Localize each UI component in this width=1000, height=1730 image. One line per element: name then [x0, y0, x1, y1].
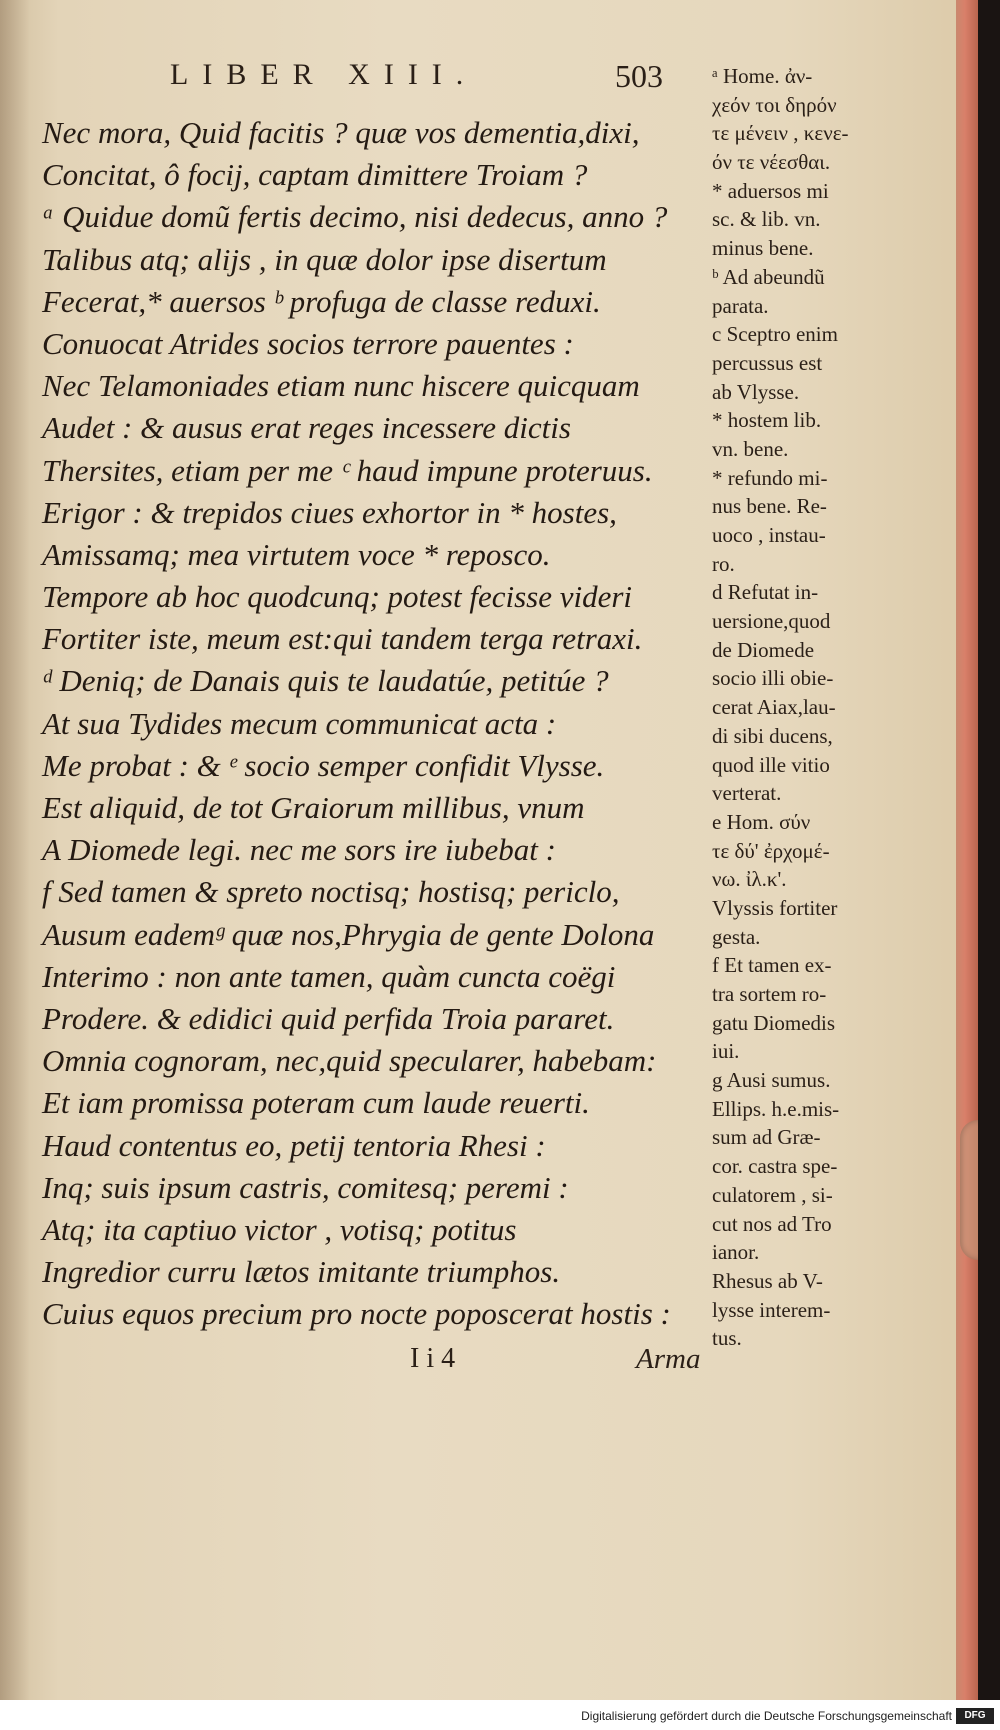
marginal-note: minus bene.	[712, 236, 814, 261]
page-number: 503	[615, 58, 663, 94]
funding-notice: Digitalisierung gefördert durch die Deutsche Forschungsgemeinschaft	[581, 1709, 952, 1723]
marginal-note: ianor.	[712, 1240, 760, 1265]
marginal-note: g Ausi sumus.	[712, 1068, 831, 1093]
marginal-note: ab Vlysse.	[712, 379, 800, 404]
marginal-note: di sibi ducens,	[712, 723, 833, 748]
verse-line: Atq; ita captiuo victor , votisq; potitus	[42, 1211, 517, 1247]
verse-line: Omnia cognoram, nec,quid specularer, habebam:	[42, 1043, 657, 1079]
page-fore-edge	[956, 0, 978, 1700]
gutter-shadow	[0, 0, 30, 1700]
marginal-note: gatu Diomedis	[712, 1010, 836, 1035]
verse-line: Ingredior curru lætos imitante triumphos.	[42, 1254, 561, 1290]
marginal-note: Vlyssis fortiter	[712, 895, 838, 920]
marginal-note: uoco , instau-	[712, 523, 826, 547]
verse-line: Thersites, etiam per me ᶜ haud impune proteruus.	[42, 452, 653, 488]
marginal-note: tra sortem ro-	[712, 982, 827, 1006]
marginal-note: Ellips. h.e.mis-	[712, 1096, 840, 1121]
verse-line: Amissamq; mea virtutem voce * reposco.	[42, 536, 551, 572]
verse-text-block	[42, 112, 712, 1335]
verse-line: At sua Tydides mecum communicat acta :	[42, 705, 557, 741]
marginal-note: χεόν τοι δηρόν	[712, 92, 837, 117]
marginal-note: tus.	[712, 1326, 742, 1351]
marginal-note: cut nos ad Tro	[712, 1211, 832, 1236]
marginal-note: uersione,quod	[712, 609, 831, 634]
verse-line: Talibus atq; alijs , in quæ dolor ipse disertum	[42, 241, 607, 277]
marginal-note: de Diomede	[712, 637, 815, 662]
marginal-note: ᵃ Home. ἀν-	[712, 64, 813, 88]
marginal-note: culatorem , si-	[712, 1182, 833, 1207]
marginal-note: d Refutat in-	[712, 580, 819, 605]
marginal-note: iui.	[712, 1039, 740, 1064]
verse-line: Est aliquid, de tot Graiorum millibus, vnum	[42, 790, 585, 825]
verse-line: A Diomede legi. nec me sors ire iubebat :	[42, 832, 556, 868]
marginal-note: nus bene. Re-	[712, 494, 827, 519]
verse-line: Interimo : non ante tamen, quàm cuncta coëgi	[42, 958, 616, 994]
marginal-notes	[712, 62, 912, 1353]
verse-line: Fecerat,* auersos ᵇ profuga de classe reduxi.	[42, 283, 601, 319]
verse-line: Nec Telamoniades etiam nunc hiscere quicquam	[42, 368, 640, 404]
verse-line: Nec mora, Quid facitis ? quæ vos dementia,dixi,	[42, 115, 640, 150]
marginal-note: ro.	[712, 551, 735, 576]
verse-line: Inq; suis ipsum castris, comitesq; peremi :	[42, 1169, 569, 1205]
verse-line: Tempore ab hoc quodcunq; potest fecisse videri	[42, 579, 633, 615]
verse-line: Cuius equos precium pro nocte poposcerat hostis :	[42, 1296, 671, 1332]
marginal-note: percussus est	[712, 350, 823, 375]
signature-mark: I i 4	[410, 1343, 456, 1374]
verse-line: Audet : & ausus erat reges incessere dictis	[42, 410, 571, 446]
verse-line: ᵈ Deniq; de Danais quis te laudatúe, petitúe ?	[42, 663, 609, 699]
marginal-note: ᵇ Ad abeundũ	[712, 264, 825, 289]
marginal-note: verterat.	[712, 781, 782, 806]
marginal-note: * hostem lib.	[712, 408, 822, 433]
dfg-logo: DFG	[956, 1708, 994, 1724]
verse-line: Et iam promissa poteram cum laude reuerti.	[42, 1085, 590, 1121]
marginal-note: * aduersos mi	[712, 178, 829, 203]
marginal-note: gesta.	[712, 924, 761, 949]
marginal-note: f Et tamen ex-	[712, 953, 832, 978]
marginal-note: τε δύ' ἐρχομέ-	[712, 838, 830, 863]
verse-line: ᵃ Quidue domũ fertis decimo, nisi dedecus, anno ?	[42, 199, 668, 235]
marginal-note: quod ille vitio	[712, 752, 830, 777]
verse-line: Concitat, ô focij, captam dimittere Troiam ?	[42, 157, 588, 193]
verse-line: Prodere. & edidici quid perfida Troia pararet.	[42, 1000, 615, 1036]
marginal-note: cor. castra spe-	[712, 1154, 838, 1179]
verse-line: Haud contentus eo, petij tentoria Rhesi :	[42, 1127, 546, 1163]
marginal-note: όν τε νέεσθαι.	[712, 150, 831, 175]
marginal-note: sc. & lib. vn.	[712, 207, 821, 232]
verse-line: Ausum eademᵍ quæ nos,Phrygia de gente Dolona	[42, 916, 655, 952]
marginal-note: τε μένειν , κενε-	[712, 121, 849, 146]
marginal-note: socio illi obie-	[712, 666, 834, 691]
marginal-note: lysse interem-	[712, 1297, 831, 1322]
marginal-note: c Sceptro enim	[712, 322, 838, 347]
marginal-note: e Hom. σύν	[712, 809, 811, 834]
marginal-note: parata.	[712, 293, 769, 318]
marginal-note: vn. bene.	[712, 436, 789, 461]
verse-line: Me probat : & ᵉ socio semper confidit Vlysse.	[42, 747, 605, 783]
running-head: LIBER XIII.	[170, 58, 478, 91]
verse-line: Conuocat Atrides socios terrore pauentes :	[42, 325, 574, 361]
marginal-note: Rhesus ab V-	[712, 1268, 823, 1293]
verse-line: Fortiter iste, meum est:qui tandem terga retraxi.	[42, 621, 643, 657]
verse-line: Erigor : & trepidos ciues exhortor in * hostes,	[42, 494, 617, 530]
digitization-footer	[0, 1700, 1000, 1730]
catchword: Arma	[636, 1343, 701, 1375]
marginal-note: * refundo mi-	[712, 465, 828, 490]
marginal-note: νω. ἰλ.κ'.	[712, 867, 787, 892]
verse-line: f Sed tamen & spreto noctisq; hostisq; periclo,	[42, 874, 620, 910]
marginal-note: sum ad Græ-	[712, 1125, 821, 1150]
page-clip	[960, 1120, 978, 1260]
marginal-note: cerat Aiax,lau-	[712, 695, 836, 720]
